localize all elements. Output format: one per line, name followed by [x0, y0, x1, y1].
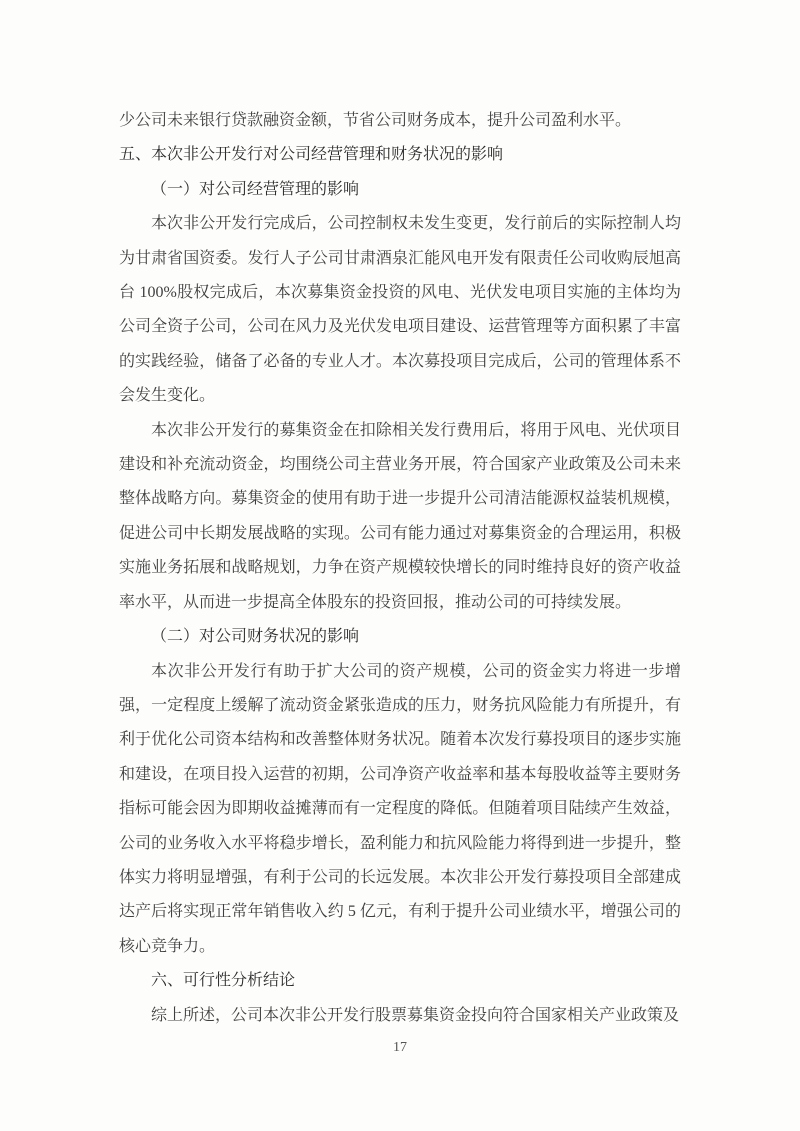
paragraph-continuation: 少公司未来银行贷款融资金额，节省公司财务成本，提升公司盈利水平。: [119, 112, 632, 129]
paragraph-conclusion: 综上所述，公司本次非公开发行股票募集资金投向符合国家相关产业政策及: [151, 1006, 680, 1024]
paragraph-financial-impact: 本次非公开发行有助于扩大公司的资产规模，公司的资金实力将进一步增强，一定程度上缓解了流动资金紧张造成的压力，财务抗风险能力有所提升，有利于优化公司资本结构和改善整体财务状况。随着本次发行募投项目的逐步实施和建设，在项目投入运营的初期，公司净资产收益率和基本每股收益等主要财务指标可能会因为即期收益摊薄而有一定程度的降低。但随着项目陆续产生效益，公司的业务收入水平将稳步增长，盈利能力和抗风险能力将得到进一步提升，整体实力将明显增强，有利于公司的长远发展。本次非公开发行募投项目全部建成达产后将实现正常年销售收入约 5 亿元，有利于提升公司业绩水平，增强公司的核心竞争力。: [119, 662, 681, 955]
paragraph-operating-impact-2: 本次非公开发行的募集资金在扣除相关发行费用后，将用于风电、光伏项目建设和补充流动资金，均围绕公司主营业务开展，符合国家产业政策及公司未来整体战略方向。募集资金的使用有助于进一步提升公司清洁能源权益装机规模，促进公司中长期发展战略的实现。公司有能力通过对募集资金的合理运用，积极实施业务拓展和战略规划，力争在资产规模较快增长的同时维持良好的资产收益率水平，从而进一步提高全体股东的投资回报，推动公司的可持续发展。: [119, 421, 681, 611]
page-number: 17: [393, 1040, 407, 1055]
heading-section-5: 五、本次非公开发行对公司经营管理和财务状况的影响: [119, 146, 504, 164]
paragraph-operating-impact-1: 本次非公开发行完成后，公司控制权未发生变更，发行前后的实际控制人均为甘肃省国资委。发行人子公司甘肃酒泉汇能风电开发有限责任公司收购辰旭高台 100%股权完成后，本次募集资金投资的风电、光伏发电项目实施的主体均为公司全资子公司，公司在风力及光伏发电项目建设、运营管理等方面积累了丰富的实践经验，储备了必备的专业人才。本次募投项目完成后，公司的管理体系不会发生变化。: [119, 215, 681, 405]
heading-subsection-5-1: （一）对公司经营管理的影响: [151, 180, 360, 198]
heading-section-6: 六、可行性分析结论: [151, 972, 296, 990]
heading-subsection-5-2: （二）对公司财务状况的影响: [151, 628, 360, 646]
